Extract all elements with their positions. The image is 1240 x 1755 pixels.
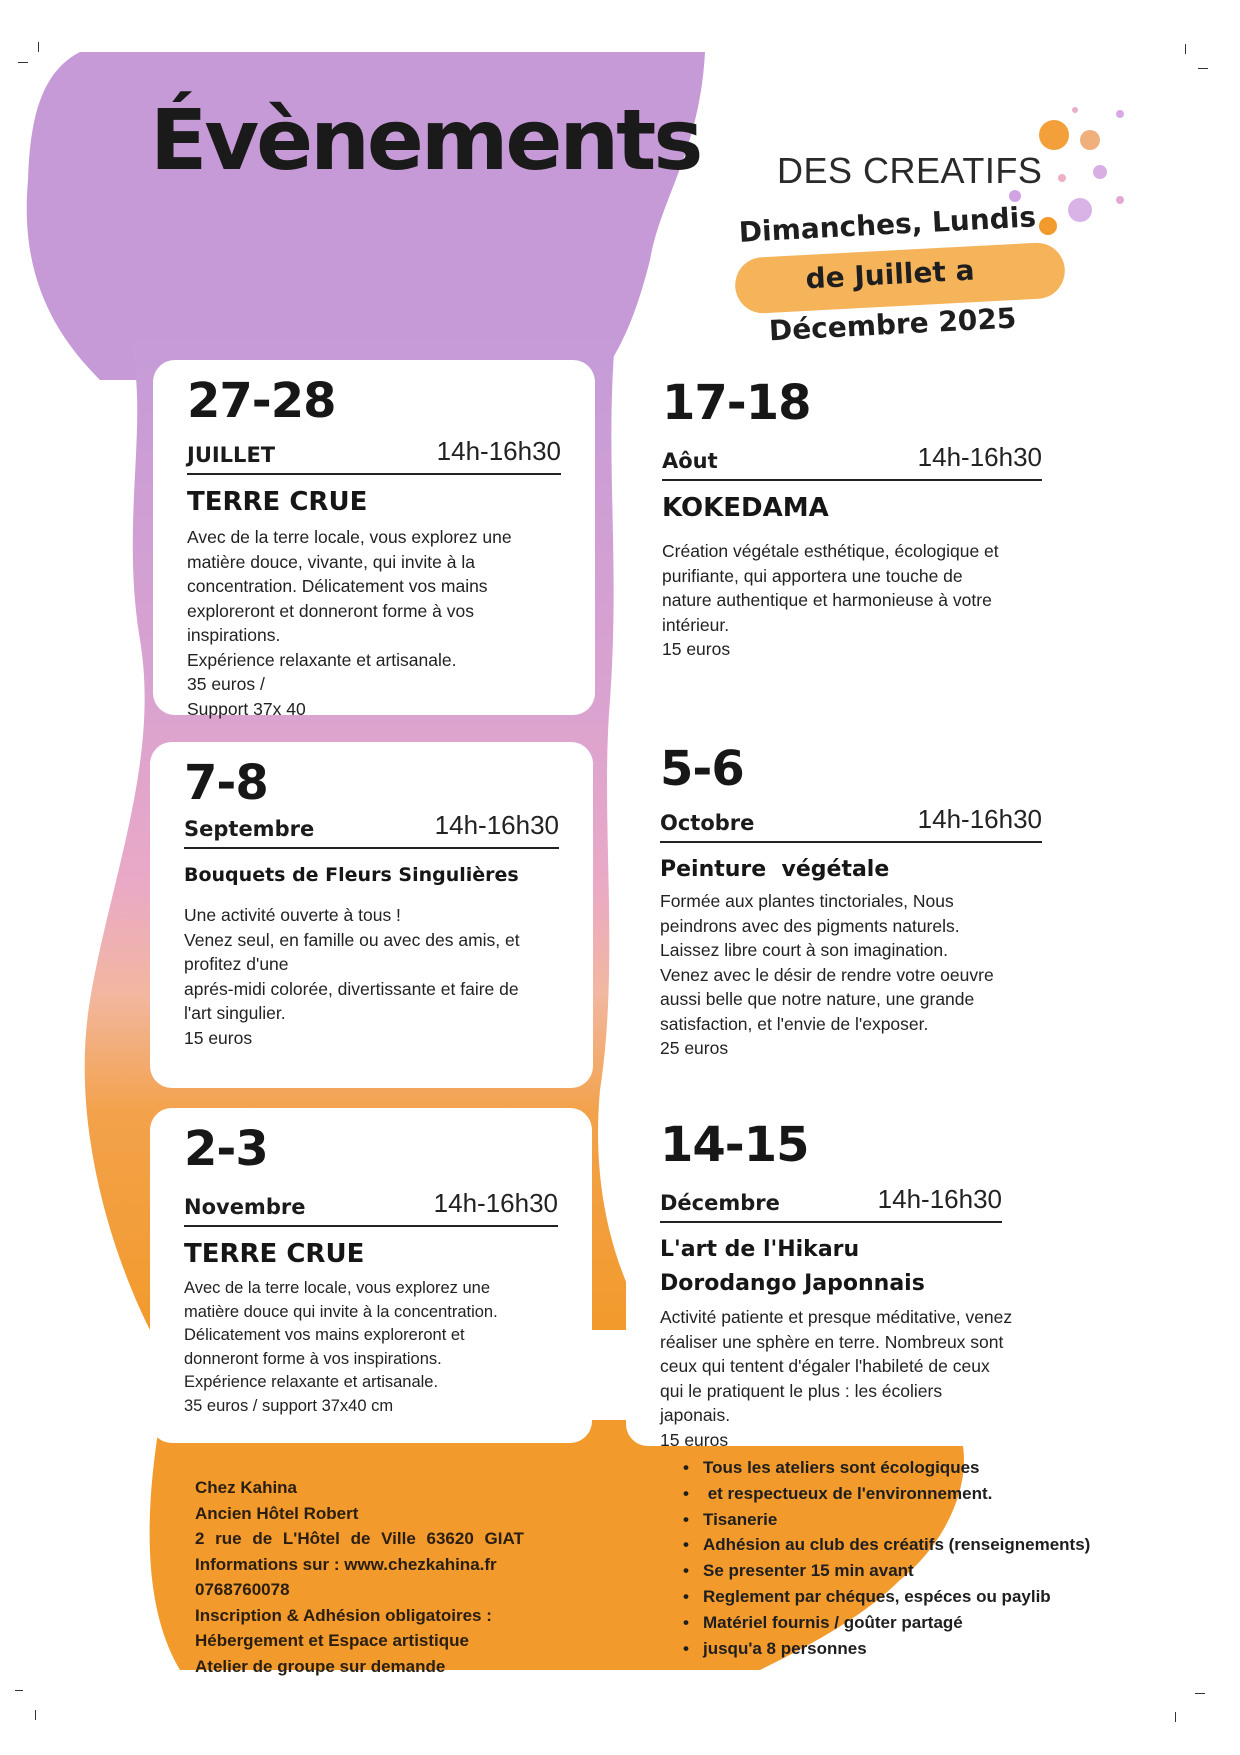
dot [1072, 107, 1078, 113]
date-line: Décembre 2025 [768, 301, 1018, 348]
desc-line: Activité patiente et presque méditative, venez [660, 1307, 1013, 1327]
dot [1093, 165, 1107, 179]
event-description [187, 525, 561, 721]
desc-line: peindrons avec des pigments naturels. [660, 915, 960, 936]
desc-line: Venez avec le désir de rendre votre oeuvre [660, 964, 994, 985]
desc-line: aprés-midi colorée, divertissante et faire de [184, 978, 519, 999]
desc-line: matière douce, vivante, qui invite à la [187, 551, 475, 572]
event-month: Octobre [660, 811, 755, 835]
event-time: 14h-16h30 [434, 810, 559, 840]
event-description [184, 1277, 558, 1418]
desc-line: Formée aux plantes tinctoriales, Nous [660, 891, 954, 911]
event-card-septembre [150, 742, 593, 1088]
desc-line: profitez d'une [184, 954, 289, 974]
crop-mark [1185, 44, 1186, 54]
crop-mark [15, 1690, 23, 1691]
event-days: 5-6 [660, 741, 744, 797]
dot [1058, 174, 1066, 182]
dot [1068, 198, 1092, 222]
dot [1116, 110, 1124, 118]
desc-line: qui le pratiquent le plus : les écoliers [660, 1380, 943, 1401]
desc-line: exploreront et donneront forme à vos [187, 600, 474, 621]
event-name: KOKEDAMA [662, 493, 829, 523]
crop-mark [38, 42, 39, 52]
desc-line: aussi belle que notre nature, une grande [660, 989, 975, 1009]
event-card-aout [628, 362, 1076, 705]
event-name: TERRE CRUE [187, 487, 368, 517]
event-description [660, 889, 1042, 1061]
event-name: L'art de l'Hikaru Dorodango Japonnais [660, 1237, 925, 1296]
event-time: 14h-16h30 [433, 1188, 558, 1218]
dot [1116, 196, 1124, 204]
desc-line: japonais. [660, 1405, 731, 1425]
crop-mark [18, 62, 28, 63]
date-line: de Juillet a [804, 253, 976, 296]
desc-line: 25 euros [660, 1038, 729, 1058]
date-range [731, 192, 1048, 358]
desc-line: purifiante, qui apportera une touche de [662, 565, 963, 586]
desc-line: matière douce qui invite à la concentration. [184, 1302, 498, 1321]
dot [1080, 130, 1100, 150]
page-title: Évènements [150, 91, 701, 189]
event-days: 17-18 [662, 375, 811, 431]
desc-line: Laissez libre court à son imagination. [660, 940, 948, 960]
desc-line: concentration. Délicatement vos mains [187, 576, 488, 596]
desc-line: 35 euros / [187, 674, 265, 694]
event-name: Bouquets de Fleurs Singulières [184, 864, 519, 886]
contact-line: Ancien Hôtel Robert [195, 1503, 359, 1523]
desc-line: donneront forme à vos inspirations. [184, 1349, 442, 1368]
event-days: 2-3 [184, 1121, 268, 1177]
crop-mark [1175, 1712, 1176, 1722]
desc-line: inspirations. [187, 625, 281, 645]
event-time: 14h-16h30 [877, 1184, 1002, 1214]
event-days: 7-8 [184, 755, 268, 811]
contact-website[interactable]: Informations sur : www.chezkahina.fr [195, 1554, 497, 1574]
desc-line: Création végétale esthétique, écologique et [662, 541, 999, 561]
dot [1039, 120, 1069, 150]
desc-line: Avec de la terre locale, vous explorez une [184, 1279, 491, 1297]
contact-line: Atelier de groupe sur demande [195, 1656, 446, 1676]
desc-line: l'art singulier. [184, 1003, 286, 1023]
note-item: • Tous les ateliers sont écologiques [683, 1455, 1090, 1481]
desc-line: ceux qui tentent d'égaler l'habileté de ceux [660, 1356, 990, 1376]
contact-line: 2 rue de L'Hôtel de Ville 63620 GIAT [195, 1529, 524, 1548]
event-card-decembre [626, 1104, 1078, 1450]
desc-line: satisfaction, et l'envie de l'exposer. [660, 1013, 929, 1034]
desc-line: 15 euros [184, 1027, 253, 1048]
desc-line: 35 euros / support 37x40 cm [184, 1396, 394, 1415]
contact-line: Chez Kahina [195, 1478, 298, 1497]
workshop-notes [683, 1455, 1090, 1661]
page-subtitle: DES CREATIFS [777, 150, 1043, 191]
crop-mark [1198, 68, 1208, 69]
event-card-juillet [153, 360, 595, 719]
desc-line: nature authentique et harmonieuse à votre [662, 590, 992, 610]
note-item: • jusqu'a 8 personnes [683, 1636, 1090, 1662]
desc-line: Délicatement vos mains exploreront et [184, 1326, 465, 1344]
event-description [184, 903, 559, 1050]
event-month: JUILLET [187, 443, 276, 467]
desc-line: Une activité ouverte à tous ! [184, 905, 401, 925]
event-name: Peinture végétale [660, 857, 890, 882]
event-time: 14h-16h30 [917, 804, 1042, 834]
desc-line: Venez seul, en famille ou avec des amis, et [184, 929, 520, 950]
contact-info [195, 1475, 524, 1679]
event-card-octobre [626, 728, 1076, 1078]
date-line: Dimanches, Lundis [737, 200, 1037, 249]
event-description [662, 539, 1042, 662]
event-time: 14h-16h30 [436, 436, 561, 466]
event-days: 14-15 [660, 1117, 809, 1173]
event-month: Décembre [660, 1191, 780, 1215]
note-item: • Reglement par chéques, espéces ou paylib [683, 1584, 1090, 1610]
note-item: • Se presenter 15 min avant [683, 1558, 1090, 1584]
event-card-novembre [150, 1108, 592, 1443]
event-time: 14h-16h30 [917, 442, 1042, 472]
note-item: • Tisanerie [683, 1507, 1090, 1533]
desc-line: 15 euros [660, 1429, 729, 1450]
desc-line: intérieur. [662, 614, 730, 635]
event-days: 27-28 [187, 373, 336, 429]
note-item: • et respectueux de l'environnement. [683, 1481, 1090, 1507]
contact-line: Inscription & Adhésion obligatoires : [195, 1605, 492, 1625]
contact-line: Hébergement et Espace artistique [195, 1631, 469, 1650]
desc-line: Expérience relaxante et artisanale. [187, 649, 457, 670]
event-description [660, 1305, 1044, 1452]
note-item: • Matériel fournis / goûter partagé [683, 1610, 1090, 1636]
desc-line: Expérience relaxante et artisanale. [184, 1373, 439, 1391]
event-name: TERRE CRUE [184, 1239, 365, 1269]
desc-line: 15 euros [662, 639, 731, 659]
event-month: Aôut [662, 449, 718, 473]
event-month: Septembre [184, 817, 315, 841]
crop-mark [1195, 1693, 1205, 1694]
event-month: Novembre [184, 1195, 306, 1219]
desc-line: réaliser une sphère en terre. Nombreux sont [660, 1331, 1004, 1352]
desc-line: Support 37x 40 [187, 698, 306, 719]
note-item: • Adhésion au club des créatifs (renseignements) [683, 1532, 1090, 1558]
crop-mark [35, 1710, 36, 1720]
desc-line: Avec de la terre locale, vous explorez une [187, 527, 512, 547]
contact-phone[interactable]: 0768760078 [195, 1580, 290, 1599]
